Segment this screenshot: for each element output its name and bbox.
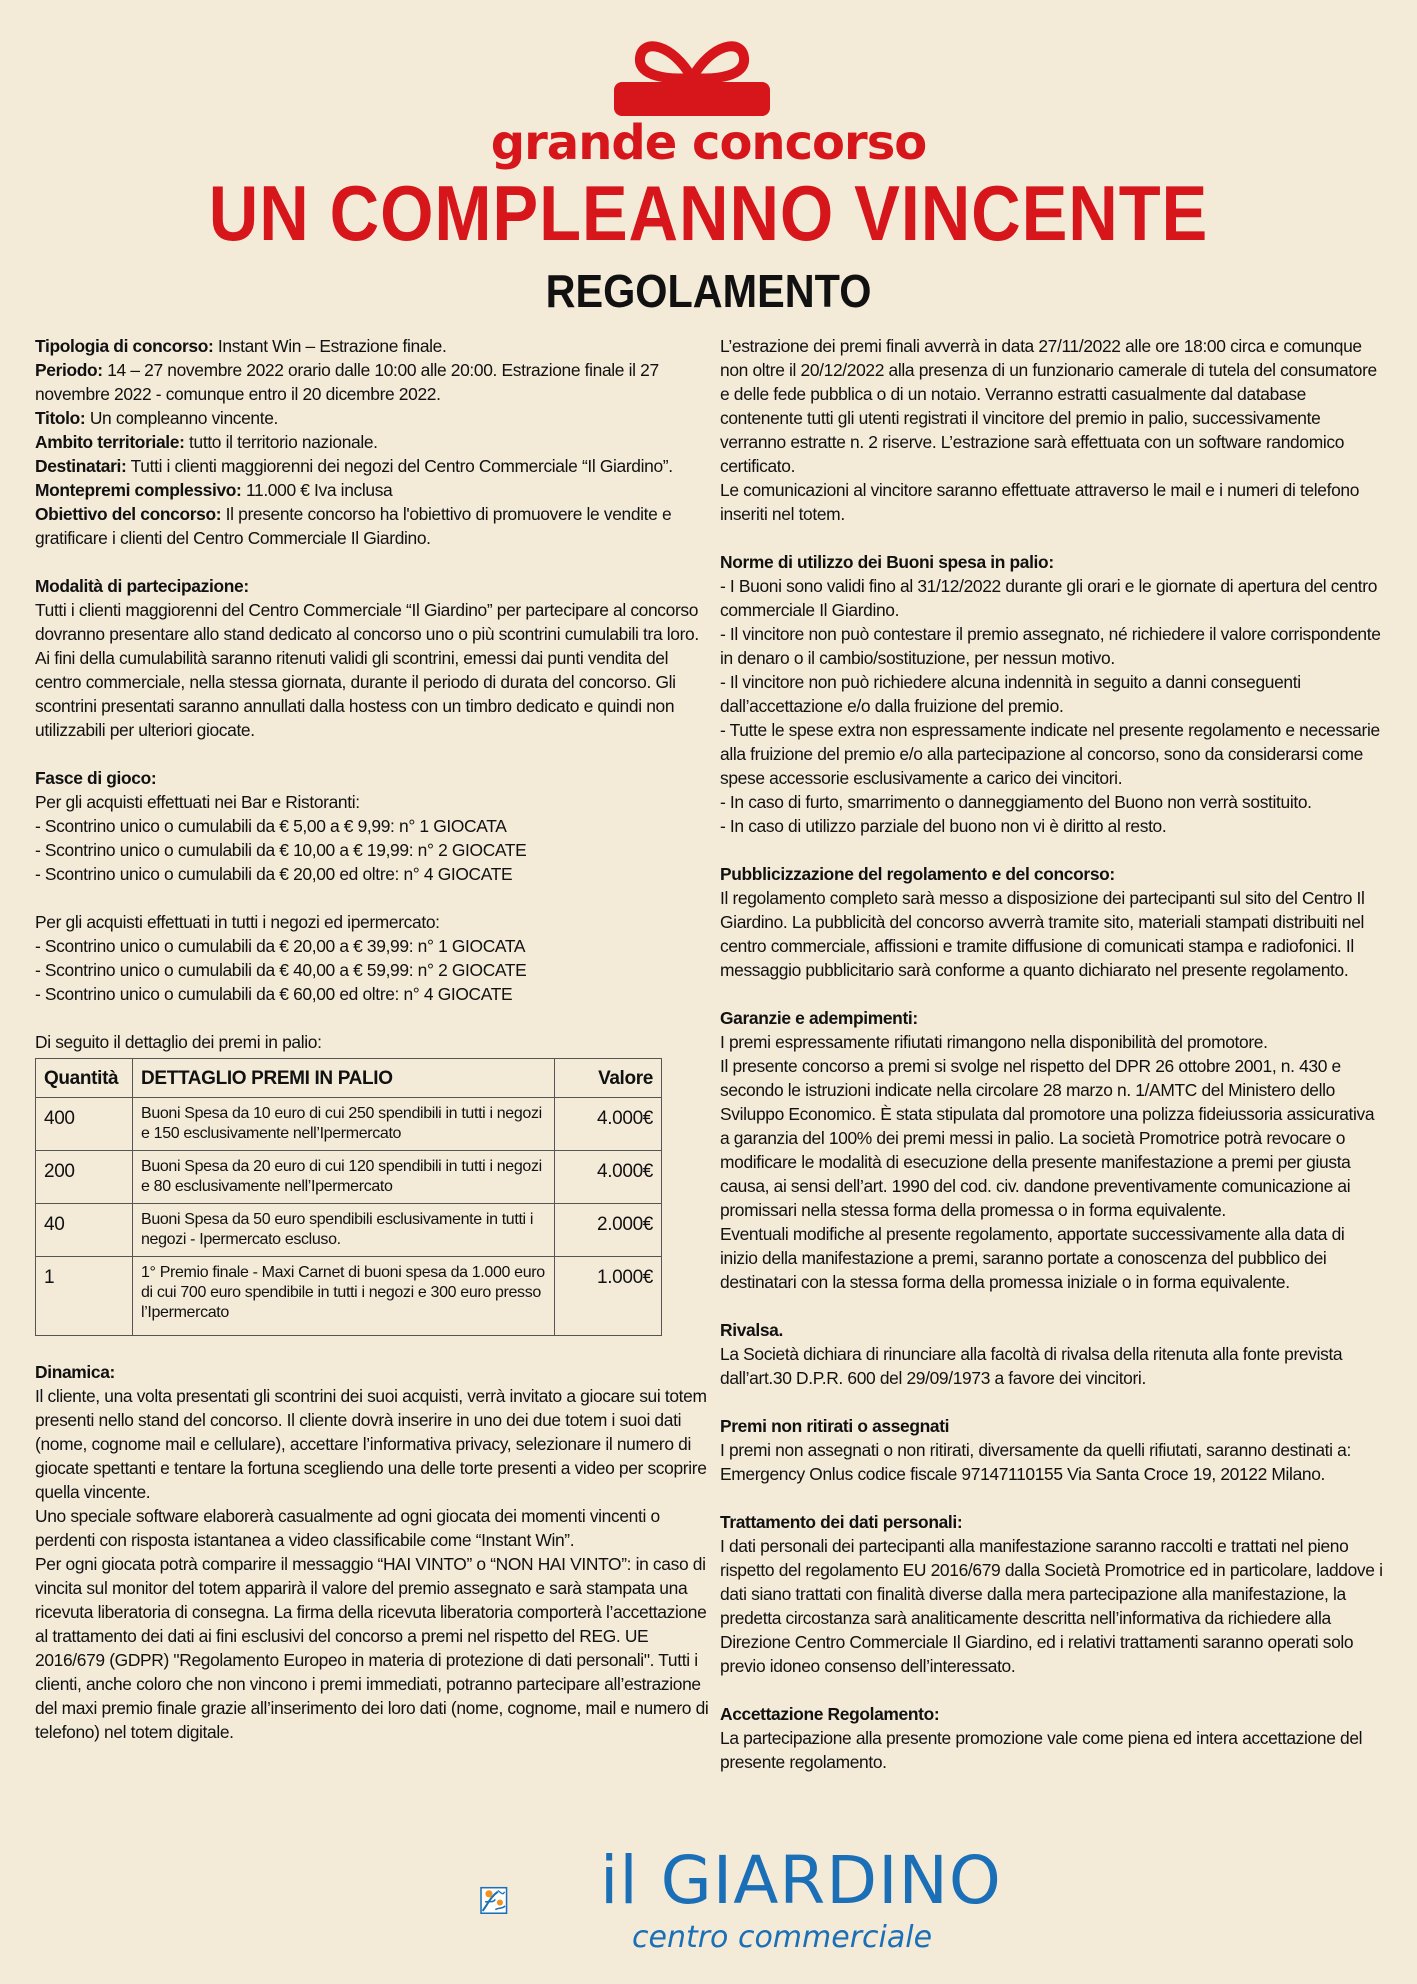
table-header: Quantità — [36, 1059, 133, 1098]
modalita-heading: Modalità di partecipazione: — [35, 576, 249, 596]
rivalsa-heading: Rivalsa. — [720, 1320, 783, 1340]
modalita-text: Tutti i clienti maggiorenni del Centro Commerciale “Il Giardino” per partecipare al concorso dovranno presentare allo stand dedicato al concorso uno o più scontrini cumulabili tra loro. Ai fini della cumulabilità saranno ritenuti validi gli scontrini, emessi dai punti vendita del centro commerciale, nella stessa giornata, durante il periodo di durata del concorso. Gli scontrini presentati saranno annullati dalla hostess con un timbro dedicato e quindi non utilizzabili per ulteriori giocate. — [35, 600, 699, 740]
garanzie-text: I premi espressamente rifiutati rimangono nella disponibilità del promotore. — [720, 1032, 1268, 1052]
trattamento-heading: Trattamento dei dati personali: — [720, 1512, 963, 1532]
norme-item: - I Buoni sono validi fino al 31/12/2022 durante gli orari e le giornate di apertura del centro commerciale Il Giardino. — [720, 576, 1378, 620]
pubblicizzazione-text: Il regolamento completo sarà messo a disposizione dei partecipanti sul sito del Centro Il Giardino. La pubblicità del concorso avverrà tramite sito, materiali stampati distribuiti nel centro commerciale, affissioni e tramite diffusione di comunicati stampa e radiofonici. Il messaggio pubblicitario sarà conforme a quanto dichiarato nel presente regolamento. — [720, 888, 1365, 980]
logo-name: il GIARDINO — [600, 1842, 1002, 1919]
estrazione-text: L’estrazione dei premi finali avverrà in data 27/11/2022 alle ore 18:00 circa e comunque non oltre il 20/12/2022 alla presenza di un funzionario camerale di tutela del consumatore e delle fede pubblica o di un notaio. Verranno estratti casualmente dal database contenente tutti gli utenti registrati il vincitore del premio in palio, successivamente verranno estratte n. 2 riserve. L’estrazione sarà effettuata con un software randomico certificato. — [720, 336, 1377, 476]
dinamica-heading: Dinamica: — [35, 1362, 115, 1382]
garanzie-text: Il presente concorso a premi si svolge nel rispetto del DPR 26 ottobre 2001, n. 430 e secondo le istruzioni indicate nella circolare 28 marzo n. 1/AMTC del Ministero dello Sviluppo Economico. È stata stipulata dal promotore una polizza fideiussoria assicurativa a garanzia del 100% dei premi messi in palio. La società Promotrice potrà revocare o modificare le modalità di esecuzione della presente manifestazione a premi per giusta causa, ai sensi dell’art. 1990 del cod. civ. dandone preventivamente comunicazione ai promissari nella stessa forma della promessa o in forma equivalente. — [720, 1056, 1375, 1220]
norme-item: - In caso di utilizzo parziale del buono non vi è diritto al resto. — [720, 816, 1167, 836]
table-row — [36, 1098, 662, 1151]
obiettivo-line: Obiettivo del concorso: Il presente concorso ha l'obiettivo di promuovere le vendite e gratificare i clienti del Centro Commerciale Il Giardino. — [35, 504, 672, 548]
prize-description: Buoni Spesa da 50 euro spendibili esclusivamente in tutti i negozi - Ipermercato escluso. — [133, 1204, 555, 1257]
left-column — [35, 334, 715, 1744]
table-row — [36, 1151, 662, 1204]
regulation-title: REGOLAMENTO — [545, 265, 872, 317]
nonritirati-text: I premi non assegnati o non ritirati, diversamente da quelli rifiutati, saranno destinati a: Emergency Onlus codice fiscale 97147110155 Via Santa Croce 19, 20122 Milano. — [720, 1440, 1351, 1484]
prize-quantity: 400 — [36, 1098, 133, 1151]
table-row — [36, 1204, 662, 1257]
table-row — [36, 1257, 662, 1336]
fasce-heading: Fasce di gioco: — [35, 768, 157, 788]
tipologia-line: Tipologia di concorso: Instant Win – Estrazione finale. — [35, 336, 447, 356]
prize-value: 4.000€ — [555, 1151, 662, 1204]
prize-quantity: 200 — [36, 1151, 133, 1204]
right-column — [720, 334, 1385, 1774]
norme-item: - In caso di furto, smarrimento o danneggiamento del Buono non verrà sostituito. — [720, 792, 1312, 812]
garanzie-heading: Garanzie e adempimenti: — [720, 1008, 918, 1028]
logo-subtitle: centro commerciale — [632, 1920, 933, 1955]
trattamento-text: I dati personali dei partecipanti alla manifestazione saranno raccolti e trattati nel pieno rispetto del regolamento EU 2016/679 dalla Società Promotrice ed in particolare, laddove i dati siano trattati con finalità diverse dalla mera partecipazione alla manifestazione, la predetta circostanza sarà analiticamente descritta nell’informativa da richiedere alla Direzione Centro Commerciale Il Giardino, ed i relativi trattamenti saranno operati solo previo idoneo consenso dell’interessato. — [720, 1536, 1383, 1676]
destinatari-line: Destinatari: Tutti i clienti maggiorenni dei negozi del Centro Commerciale “Il Giardino”. — [35, 456, 673, 476]
contest-subtitle: grande concorso — [490, 115, 927, 171]
prize-value: 2.000€ — [555, 1204, 662, 1257]
prize-description: Buoni Spesa da 20 euro di cui 120 spendibili in tutti i negozi e 80 esclusivamente nell’Ipermercato — [133, 1151, 555, 1204]
prize-value: 4.000€ — [555, 1098, 662, 1151]
accettazione-text: La partecipazione alla presente promozione vale come piena ed intera accettazione del presente regolamento. — [720, 1728, 1363, 1772]
fasce-negozi-item: - Scontrino unico o cumulabili da € 40,00 a € 59,99: n° 2 GIOCATE — [35, 960, 527, 980]
table-header: DETTAGLIO PREMI IN PALIO — [133, 1059, 555, 1098]
tile-flower-logo-icon — [480, 1842, 600, 1962]
prize-quantity: 40 — [36, 1204, 133, 1257]
table-header-row — [36, 1059, 662, 1098]
pubblicizzazione-heading: Pubblicizzazione del regolamento e del concorso: — [720, 864, 1115, 884]
table-header: Valore — [555, 1059, 662, 1098]
premi-intro: Di seguito il dettaglio dei premi in palio: — [35, 1032, 322, 1052]
montepremi-line: Montepremi complessivo: 11.000 € Iva inclusa — [35, 480, 393, 500]
prizes-table — [35, 1058, 662, 1336]
accettazione-heading: Accettazione Regolamento: — [720, 1704, 940, 1724]
dinamica-text: Il cliente, una volta presentati gli scontrini dei suoi acquisti, verrà invitato a giocare sui totem presenti nello stand del concorso. Il cliente dovrà inserire in uno dei due totem i suoi dati (nome, cognome mail e cellulare), accettare l’informativa privacy, selezionare il numero di giocate spettanti e tentare la fortuna scegliendo una delle torte presenti a video per scoprire quella vincente. — [35, 1386, 707, 1502]
dinamica-text: Per ogni giocata potrà comparire il messaggio “HAI VINTO” o “NON HAI VINTO”: in caso di vincita sul monitor del totem apparirà il valore del premio assegnato e sarà stampata una ricevuta liberatoria di consegna. La firma della ricevuta liberatoria comporterà l’accettazione al trattamento dei dati ai fini esclusivi del concorso a premi nel rispetto del REG. UE 2016/679 (GDPR) "Regolamento Europeo in materia di protezione di dati personali". Tutti i clienti, anche coloro che non vincono i premi immediati, potranno partecipare all’estrazione del maxi premio finale grazie all’inserimento dei loro dati (nome, cognome, mail e numero di telefono) nel totem digitale. — [35, 1554, 709, 1742]
garanzie-text: Eventuali modifiche al presente regolamento, apportate successivamente alla data di inizio della manifestazione a premi, saranno portate a conoscenza del pubblico dei destinatari con la stessa forma della promessa iniziale o in forma equivalente. — [720, 1224, 1345, 1292]
contest-title: UN COMPLEANNO VINCENTE — [208, 169, 1209, 257]
prize-value: 1.000€ — [555, 1257, 662, 1336]
norme-heading: Norme di utilizzo dei Buoni spesa in palio: — [720, 552, 1054, 572]
fasce-bar-intro: Per gli acquisti effettuati nei Bar e Ristoranti: — [35, 792, 360, 812]
fasce-bar-item: - Scontrino unico o cumulabili da € 10,00 a € 19,99: n° 2 GIOCATE — [35, 840, 527, 860]
fasce-negozi-item: - Scontrino unico o cumulabili da € 60,00 ed oltre: n° 4 GIOCATE — [35, 984, 513, 1004]
periodo-line: Periodo: 14 – 27 novembre 2022 orario dalle 10:00 alle 20:00. Estrazione finale il 27 novembre 2022 - comunque entro il 20 dicembre 2022. — [35, 360, 659, 404]
fasce-bar-item: - Scontrino unico o cumulabili da € 5,00 a € 9,99: n° 1 GIOCATA — [35, 816, 507, 836]
dinamica-text: Uno speciale software elaborerà casualmente ad ogni giocata dei momenti vincenti o perdenti con risposta istantanea a video classificabile come “Instant Win”. — [35, 1506, 660, 1550]
gift-bow-icon — [612, 38, 772, 118]
rivalsa-text: La Società dichiara di rinunciare alla facoltà di rivalsa della ritenuta alla fonte prevista dall’art.30 D.P.R. 600 del 29/09/1973 a favore dei vincitori. — [720, 1344, 1343, 1388]
fasce-bar-item: - Scontrino unico o cumulabili da € 20,00 ed oltre: n° 4 GIOCATE — [35, 864, 513, 884]
ambito-line: Ambito territoriale: tutto il territorio nazionale. — [35, 432, 378, 452]
norme-item: - Tutte le spese extra non espressamente indicate nel presente regolamento e necessarie alla fruizione del premio e/o alla partecipazione al concorso, sono da considerarsi come spese accessorie esclusivamente a carico dei vincitori. — [720, 720, 1380, 788]
comunicazioni-text: Le comunicazioni al vincitore saranno effettuate attraverso le mail e i numeri di telefono inseriti nel totem. — [720, 480, 1360, 524]
norme-item: - Il vincitore non può richiedere alcuna indennità in seguito a danni conseguenti dall’accettazione e/o dalla fruizione del premio. — [720, 672, 1301, 716]
norme-item: - Il vincitore non può contestare il premio assegnato, né richiedere il valore corrispondente in denaro o il cambio/sostituzione, per nessun motivo. — [720, 624, 1381, 668]
nonritirati-heading: Premi non ritirati o assegnati — [720, 1416, 950, 1436]
prize-description: Buoni Spesa da 10 euro di cui 250 spendibili in tutti i negozi e 150 esclusivamente nell’Ipermercato — [133, 1098, 555, 1151]
fasce-negozi-intro: Per gli acquisti effettuati in tutti i negozi ed ipermercato: — [35, 912, 440, 932]
prize-quantity: 1 — [36, 1257, 133, 1336]
prize-description: 1° Premio finale - Maxi Carnet di buoni spesa da 1.000 euro di cui 700 euro spendibile in tutti i negozi e 300 euro presso l’Ipermercato — [133, 1257, 555, 1336]
titolo-line: Titolo: Un compleanno vincente. — [35, 408, 279, 428]
fasce-negozi-item: - Scontrino unico o cumulabili da € 20,00 a € 39,99: n° 1 GIOCATA — [35, 936, 526, 956]
